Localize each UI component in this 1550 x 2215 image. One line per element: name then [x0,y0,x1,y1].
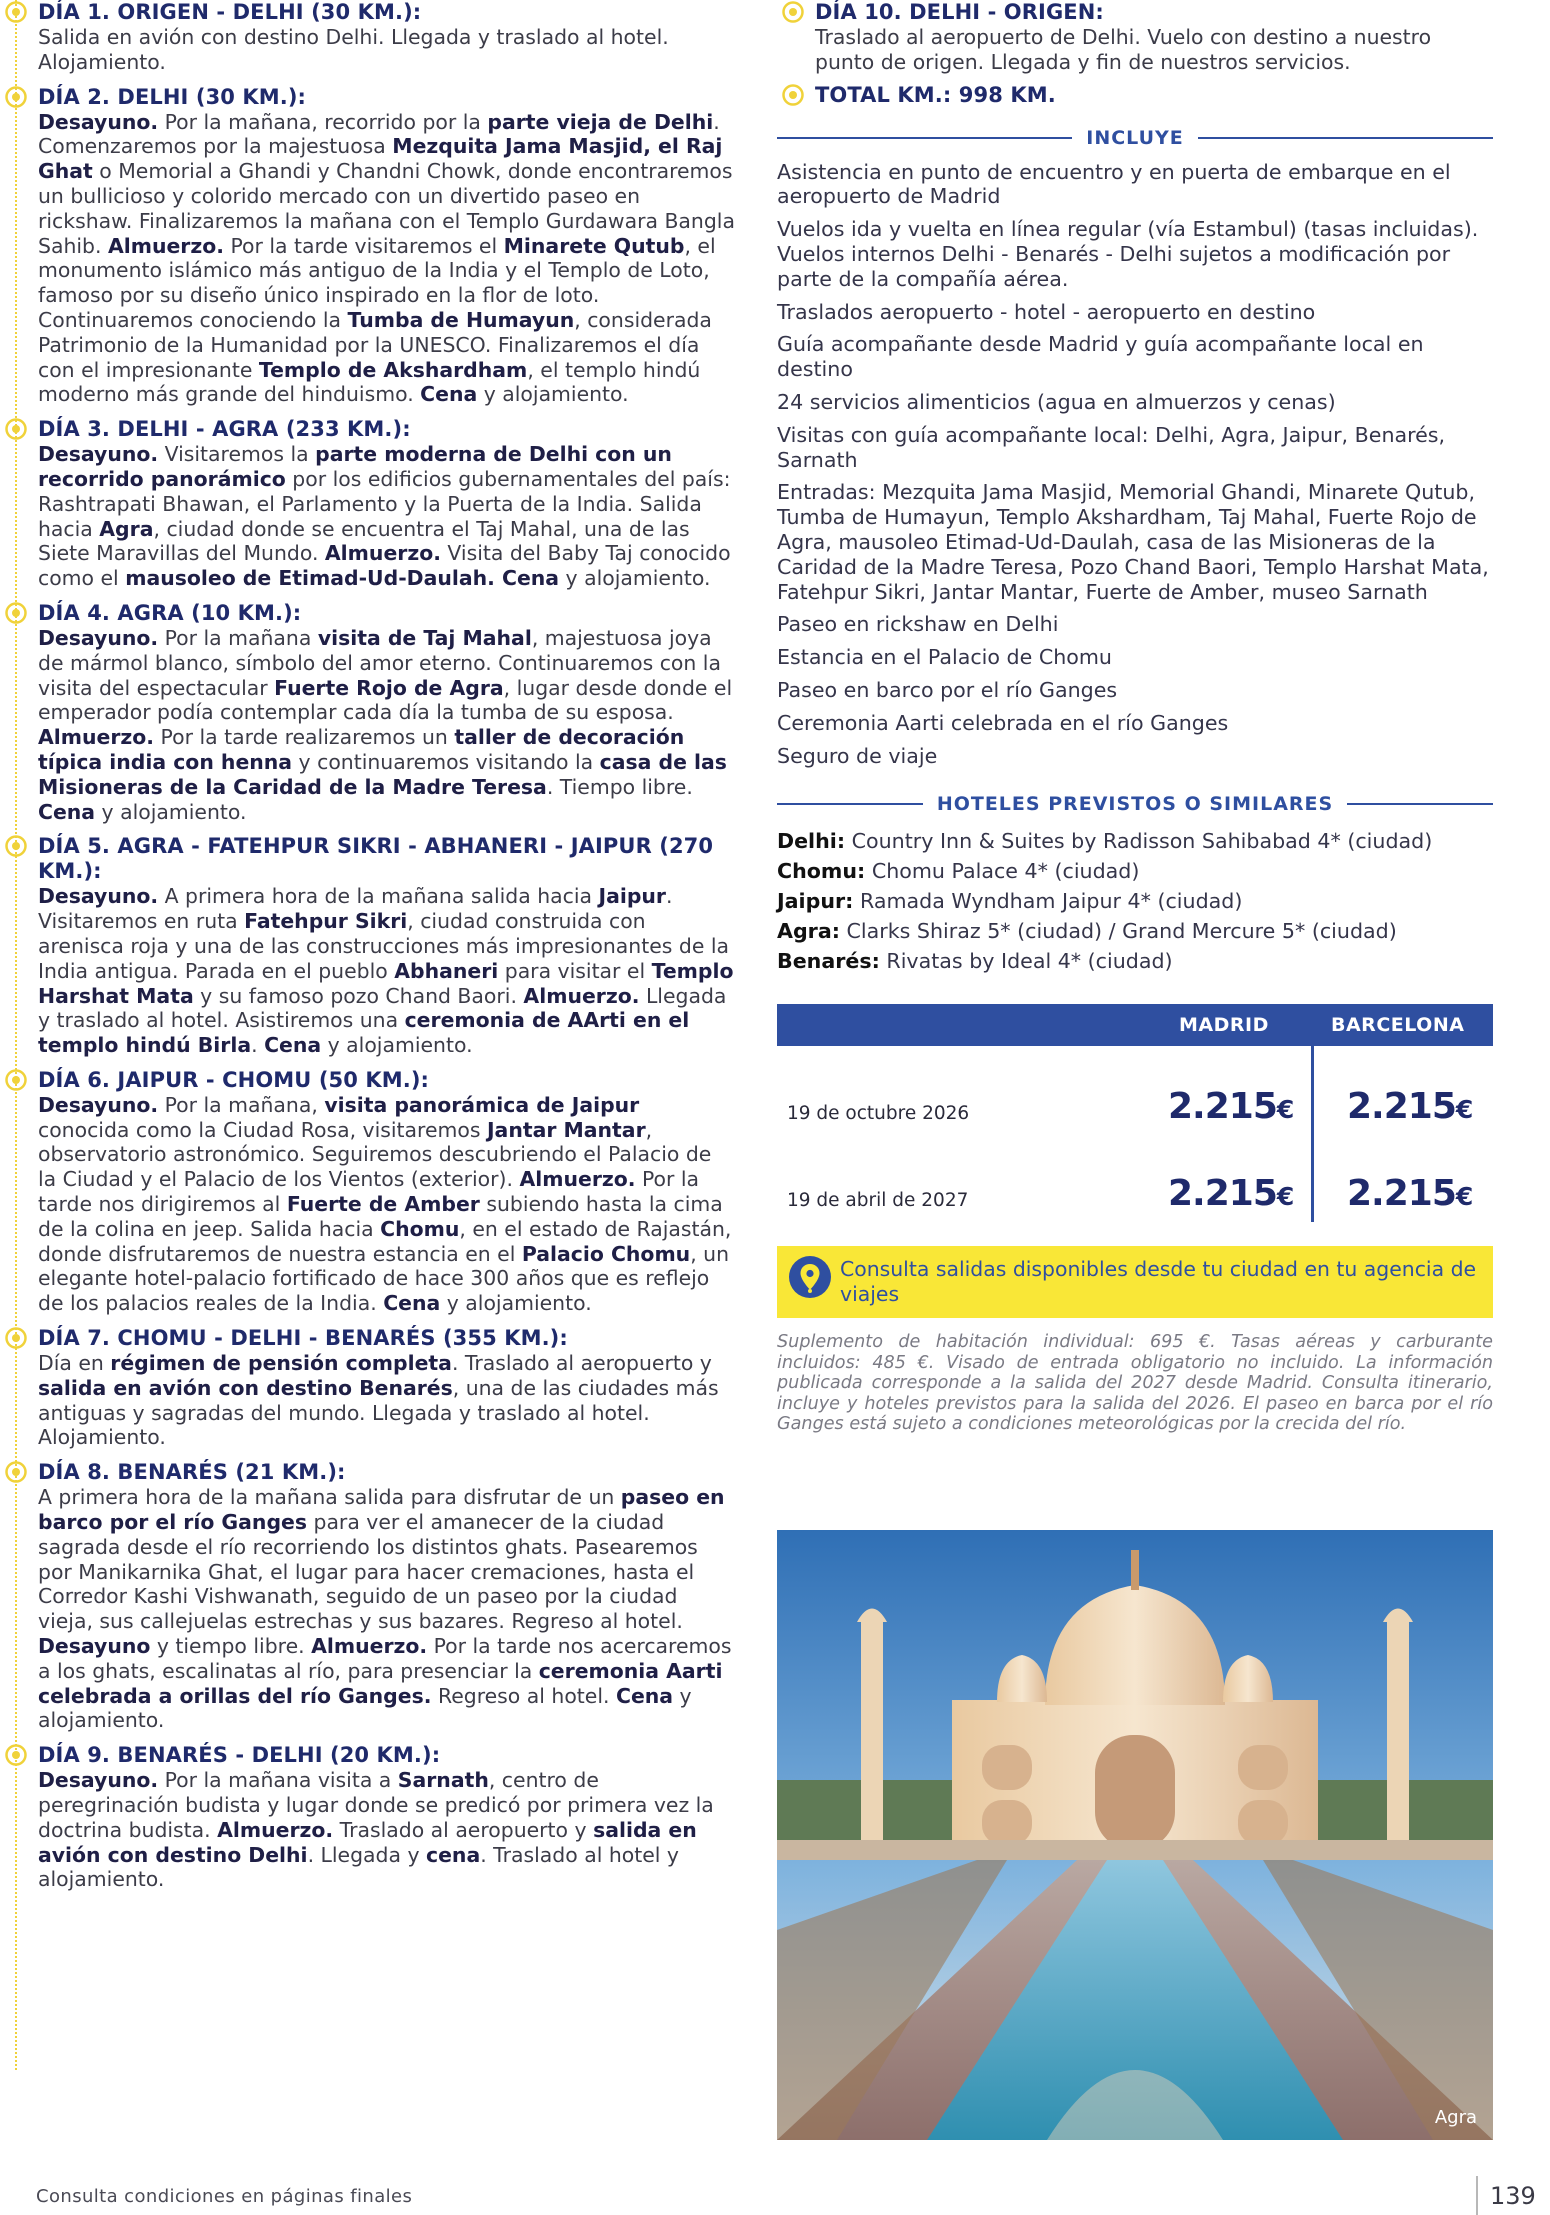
day-entry [0,417,735,591]
timeline-dot-icon [5,1461,27,1483]
hotel-city: Delhi: [777,829,846,854]
includes-item: Paseo en rickshaw en Delhi [777,612,1059,637]
price-table-header [777,1004,1493,1046]
day-entry [0,1326,735,1450]
day-description: Desayuno. Por la mañana, recorrido por la parte vieja de Delhi. Comenzaremos por la majestuosa Mezquita Jama Masjid, el Raj Ghat o Memorial a Ghandi y Chandni Chowk, donde encontraremos un bullicioso y colorido mercado con un divertido paseo en rickshaw. Finalizaremos la mañana con el Templo Gurdawara Bangla Sahib. Almuerzo. Por la tarde visitaremos el Minarete Qutub, el monumento islámico más antiguo de la India y el Templo de Loto, famoso por su diseño único inspirado en la flor de loto. Continuaremos conociendo la Tumba de Humayun, considerada Patrimonio de la Humanidad por la UNESCO. Finalizaremos el día con el impresionante Templo de Akshardham, el templo hindú moderno más grande del hinduismo. Cena y alojamiento. [38,109,735,407]
day-title: DÍA 2. DELHI (30 KM.): [38,84,307,109]
footer-note: Consulta condiciones en páginas finales [36,2186,413,2207]
hotel-item [777,856,1493,886]
includes-item: Vuelos ida y vuelta en línea regular (vía Estambul) (tasas incluidas). Vuelos internos Delhi - Benarés - Delhi sujetos a modificación por parte de la compañía aérea. [777,217,1479,291]
price-barcelona: 2.215€ [1347,1086,1473,1128]
day-title: DÍA 1. ORIGEN - DELHI (30 KM.): [38,0,422,24]
day-title: DÍA 3. DELHI - AGRA (233 KM.): [38,417,411,442]
includes-item: Ceremonia Aarti celebrada en el río Ganges [777,710,1229,735]
info-column [777,0,1493,1434]
day-entry [0,1743,735,1892]
hotel-item [777,886,1493,916]
total-km-label: TOTAL KM.: 998 KM. [815,82,1056,107]
itinerary-column [0,0,735,1902]
timeline-dot-icon [5,86,27,108]
timeline-dot-icon [5,1327,27,1349]
includes-item: Asistencia en punto de encuentro y en puerta de embarque en el aeropuerto de Madrid [777,159,1451,209]
timeline-dot-icon [5,1069,27,1091]
includes-item: Estancia en el Palacio de Chomu [777,645,1112,670]
includes-heading-label: INCLUYE [1086,126,1184,149]
day-title: DÍA 8. BENARÉS (21 KM.): [38,1460,346,1485]
includes-item: Guía acompañante desde Madrid y guía acompañante local en destino [777,332,1424,382]
col-barcelona: BARCELONA [1331,1014,1465,1037]
hotels-list [777,824,1493,976]
banner-text: Consulta salidas disponibles desde tu ciudad en tu agencia de viajes [840,1257,1477,1307]
price-table [777,1004,1493,1222]
hotel-name: Clarks Shiraz 5* (ciudad) / Grand Mercure 5* (ciudad) [839,919,1397,944]
includes-heading [777,118,1493,158]
day-title: DÍA 10. DELHI - ORIGEN: [815,0,1104,24]
day-entry [0,834,735,1058]
day-description: Desayuno. Visitaremos la parte moderna de Delhi con un recorrido panorámico por los edificios gubernamentales del país: Rashtrapati Bhawan, el Parlamento y la Puerta de la India. Salida hacia Agra, ciudad donde se encuentra el Taj Mahal, una de las Siete Maravillas del Mundo. Almuerzo. Visita del Baby Taj conocido como el mausoleo de Etimad-Ud-Daulah. Cena y alojamiento. [38,442,731,591]
price-row-date: 19 de abril de 2027 [787,1190,969,1212]
day-description: Día en régimen de pensión completa. Traslado al aeropuerto y salida en avión con destino Benarés, una de las ciudades más antiguas y sagradas del mundo. Llegada y traslado al hotel. Alojamiento. [38,1351,719,1450]
hotel-city: Agra: [777,919,840,944]
hotel-item [777,946,1493,976]
hotel-name: Chomu Palace 4* (ciudad) [865,859,1140,884]
day-description: Desayuno. Por la mañana, visita panorámica de Jaipur conocida como la Ciudad Rosa, visitaremos Jantar Mantar, observatorio astronómico. Seguiremos descubriendo el Palacio de la Ciudad y el Palacio de los Vientos (exterior). Almuerzo. Por la tarde nos dirigiremos al Fuerte de Amber subiendo hasta la cima de la colina en jeep. Salida hacia Chomu, en el estado de Rajastán, donde disfrutaremos de nuestra estancia en el Palacio Chomu, un elegante hotel-palacio fortificado de hace 300 años que es reflejo de los palacios reales de la India. Cena y alojamiento. [38,1092,732,1316]
location-pin-icon [789,1256,831,1298]
hotel-name: Ramada Wyndham Jaipur 4* (ciudad) [853,889,1243,914]
day-description: Desayuno. A primera hora de la mañana salida hacia Jaipur. Visitaremos en ruta Fatehpur Sikri, ciudad construida con arenisca roja y una de las construcciones más impresionantes de la India antigua. Parada en el pueblo Abhaneri para visitar el Templo Harshat Mata y su famoso pozo Chand Baori. Almuerzo. Llegada y traslado al hotel. Asistiremos una ceremonia de AArti en el templo hindú Birla. Cena y alojamiento. [38,884,734,1058]
day-title: DÍA 7. CHOMU - DELHI - BENARÉS (355 KM.): [38,1326,568,1351]
includes-item: Visitas con guía acompañante local: Delhi, Agra, Jaipur, Benarés, Sarnath [777,422,1446,472]
hotel-city: Jaipur: [777,889,854,914]
timeline-dot-icon [5,602,27,624]
day-description: A primera hora de la mañana salida para disfrutar de un paseo en barco por el río Ganges para ver el amanecer de la ciudad sagrada desde el río recorriendo los distintos ghats. Pasearemos por Manikarnika Ghat, el lugar para hacer cremaciones, hasta el Corredor Kashi Vishwanath, seguido de un paseo por la ciudad vieja, sus callejuelas estrechas y sus bazares. Regreso al hotel. Desayuno y tiempo libre. Almuerzo. Por la tarde nos acercaremos a los ghats, escalinatas al río, para presenciar la ceremonia Aarti celebrada a orillas del río Ganges. Regreso al hotel. Cena y alojamiento. [38,1485,732,1733]
timeline-dot-icon [5,1,27,23]
price-madrid: 2.215€ [1168,1086,1294,1128]
hotel-city: Chomu: [777,859,866,884]
day-description: Salida en avión con destino Delhi. Llegada y traslado al hotel. Alojamiento. [38,25,669,74]
timeline-dot-icon [5,418,27,440]
day-list [0,0,735,1892]
includes-item: 24 servicios alimenticios (agua en almuerzos y cenas) [777,389,1336,414]
includes-item: Traslados aeropuerto - hotel - aeropuerto en destino [777,299,1316,324]
hotel-item [777,916,1493,946]
agency-banner[interactable] [777,1246,1493,1318]
day-title: DÍA 5. AGRA - FATEHPUR SIKRI - ABHANERI - JAIPUR (270 KM.): [38,834,714,884]
column-divider [1311,1046,1314,1222]
hotel-item [777,826,1493,856]
day-entry [0,601,735,824]
day-title: DÍA 4. AGRA (10 KM.): [38,600,302,625]
hotels-heading [777,784,1493,824]
day-title: DÍA 6. JAIPUR - CHOMU (50 KM.): [38,1067,430,1092]
includes-list [777,158,1493,769]
timeline-dot-icon [5,1744,27,1766]
page-number: 139 [1490,2182,1536,2210]
day-entry [0,0,735,75]
day-entry [0,1460,735,1733]
day-entry [0,85,735,408]
price-row-date: 19 de octubre 2026 [787,1103,970,1125]
day-entry [0,1068,735,1316]
day-entry [777,0,1493,75]
photo-caption: Agra [1434,2107,1477,2128]
day-list-right [777,0,1493,75]
hotel-name: Rivatas by Ideal 4* (ciudad) [879,949,1173,974]
includes-item: Entradas: Mezquita Jama Masjid, Memorial Ghandi, Minarete Qutub, Tumba de Humayun, Templo Akshardham, Taj Mahal, Fuerte Rojo de Agra, mausoleo Etimad-Ud-Daulah, casa de las Misioneras de la Caridad de la Madre Teresa, Pozo Chand Baori, Templo Harshat Mata, Fatehpur Sikri, Jantar Mantar, Fuerte de Amber, museo Sarnath [777,480,1489,604]
fine-print: Suplemento de habitación individual: 695 €. Tasas aéreas y carburante incluidos: 485 €. Visado de entrada obligatorio no incluido. La información publicada corresponde a la salida del 2027 desde Madrid. Consulta itinerario, incluye y hoteles previstos para la salida del 2026. El paseo en barca por el río Ganges está sujeto a condiciones meteorológicas por la crecida del río. [777,1332,1493,1434]
includes-item: Paseo en barco por el río Ganges [777,677,1118,702]
footer-divider [1476,2176,1478,2215]
day-description: Desayuno. Por la mañana visita de Taj Mahal, majestuosa joya de mármol blanco, símbolo del amor eterno. Continuaremos con la visita del espectacular Fuerte Rojo de Agra, lugar desde donde el emperador podía contemplar cada día la tumba de su esposa. Almuerzo. Por la tarde realizaremos un taller de decoración típica india con henna y continuaremos visitando la casa de las Misioneras de la Caridad de la Madre Teresa. Tiempo libre. Cena y alojamiento. [38,625,733,824]
price-madrid: 2.215€ [1168,1173,1294,1215]
hotels-heading-label: HOTELES PREVISTOS O SIMILARES [936,793,1334,816]
timeline-dot-icon [782,84,804,106]
day-title: DÍA 9. BENARÉS - DELHI (20 KM.): [38,1743,441,1768]
taj-mahal-photo [777,1530,1493,2140]
timeline-dot-icon [5,835,27,857]
price-barcelona: 2.215€ [1347,1173,1473,1215]
day-description: Desayuno. Por la mañana visita a Sarnath, centro de peregrinación budista y lugar donde se predicó por primera vez la doctrina budista. Almuerzo. Traslado al aeropuerto y salida en avión con destino Delhi. Llegada y cena. Traslado al hotel y alojamiento. [38,1768,714,1892]
hotel-name: Country Inn & Suites by Radisson Sahibabad 4* (ciudad) [845,829,1433,854]
hotel-city: Benarés: [777,949,880,974]
timeline-dot-icon [782,1,804,23]
includes-item: Seguro de viaje [777,743,938,768]
col-madrid: MADRID [1179,1014,1269,1037]
total-km [777,83,1493,108]
day-description: Traslado al aeropuerto de Delhi. Vuelo con destino a nuestro punto de origen. Llegada y fin de nuestros servicios. [815,25,1432,74]
